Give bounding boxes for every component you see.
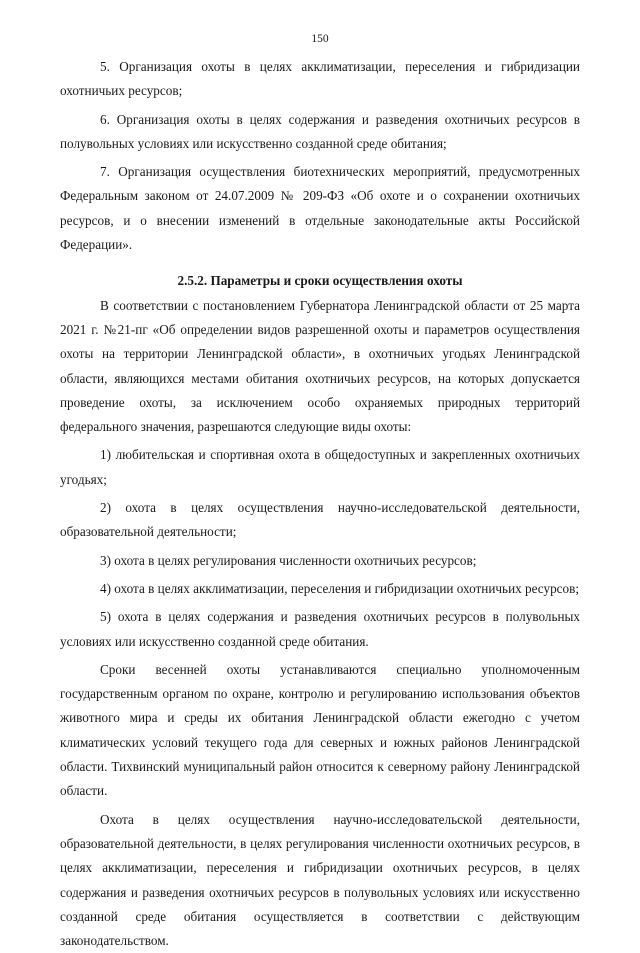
section-heading: 2.5.2. Параметры и сроки осуществления охоты bbox=[177, 273, 463, 289]
page-number: 150 bbox=[311, 33, 329, 45]
closing-paragraph: Охота в целях осуществления научно-исследовательской деятельности, образовательной деятельности, в целях регулирования численности охотничьих ресурсов, в целях акклиматизации, переселения и гибридизации охотничьих ресурсов, в целях содержания и разведения охотничьих ресурсов в полувольных условиях или искусственно созданной среде обитания осуществляется в соответствии с действующим законодательством. bbox=[60, 811, 580, 949]
list-item-7: 7. Организация осуществления биотехнических мероприятий, предусмотренных Федеральным законом от 24.07.2009 № 209-ФЗ «Об охоте и о сохранении охотничьих ресурсов, и о внесении изменений в отдельные законодательные акты Российской Федерации». bbox=[60, 164, 580, 253]
hunt-type-4: 4) охота в целях акклиматизации, переселения и гибридизации охотничьих ресурсов; bbox=[100, 580, 579, 596]
hunt-type-1: 1) любительская и спортивная охота в общедоступных и закрепленных охотничьих угодьях; bbox=[60, 447, 580, 487]
hunt-type-2: 2) охота в целях осуществления научно-исследовательской деятельности, образовательной деятельности; bbox=[60, 500, 580, 540]
list-item-6: 6. Организация охоты в целях содержания и разведения охотничьих ресурсов в полувольных условиях или искусственно созданной среде обитания; bbox=[60, 111, 580, 151]
spring-hunt-paragraph: Сроки весенней охоты устанавливаются специально уполномоченным государственным органом по охране, контролю и регулированию использования объектов животного мира и среды их обитания Ленинградской области ежегодно с учетом климатических условий текущего года для северных и южных районов Ленинградской области. Тихвинский муниципальный район относится к северному району Ленинградской области. bbox=[60, 661, 580, 799]
hunt-type-5: 5) охота в целях содержания и разведения охотничьих ресурсов в полувольных условиях или искусственно созданной среде обитания. bbox=[60, 609, 580, 649]
hunt-type-3: 3) охота в целях регулирования численности охотничьих ресурсов; bbox=[100, 552, 477, 568]
document-body bbox=[60, 55, 580, 953]
list-item-5: 5. Организация охоты в целях акклиматизации, переселения и гибридизации охотничьих ресурсов; bbox=[60, 59, 580, 99]
intro-paragraph: В соответствии с постановлением Губернатора Ленинградской области от 25 марта 2021 г. №21-пг «Об определении видов разрешенной охоты и параметров осуществления охоты на территории Ленинградской области», в охотничьих угодьях Ленинградской области, являющихся местами обитания охотничьих ресурсов, на которых допускается проведение охоты, за исключением особо охраняемых природных территорий федерального значения, разрешаются следующие виды охоты: bbox=[60, 297, 580, 435]
